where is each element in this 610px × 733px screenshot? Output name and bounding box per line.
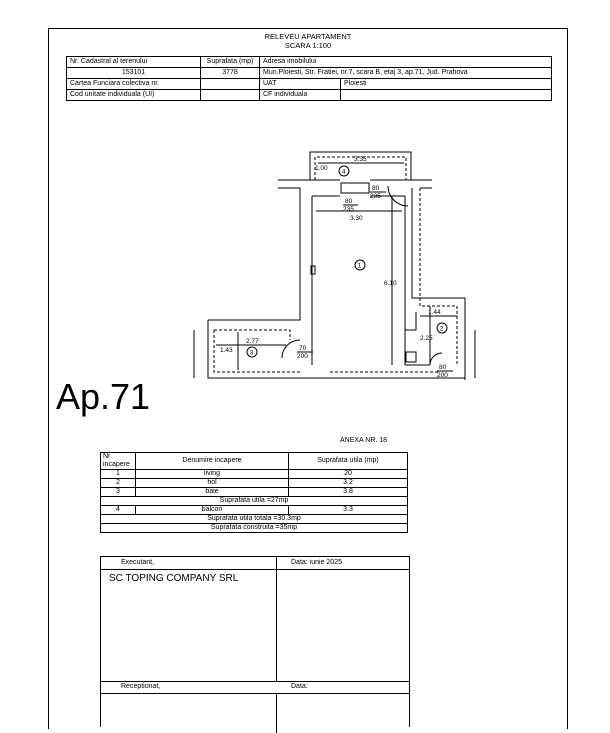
bathroom-dashed <box>214 330 440 372</box>
row-3-nr: 3 <box>101 488 136 497</box>
signature-divider-vertical <box>276 557 277 681</box>
built-area: Suprafata construita =35mp <box>101 524 408 533</box>
executant-label: Executant, <box>121 559 155 566</box>
room-number-2: 2 <box>439 325 444 333</box>
total-useful-area: Suprafata utila totala =30.3mp <box>101 515 408 524</box>
hall-detail <box>406 352 416 362</box>
row-3-name: baie <box>136 488 289 497</box>
door-4-width: 80 <box>439 364 447 371</box>
door-1-width: 80 <box>372 185 380 192</box>
address-label: Adresa imobilului <box>260 57 552 68</box>
door-3-height: 200 <box>297 353 308 360</box>
uat-value: Ploiesti <box>341 79 552 90</box>
balcony-door-frame <box>341 183 369 193</box>
address-value: Mun.Ploiesti, Str. Fratiei, nr.7, scara B, etaj 3, ap.71, Jud. Prahova <box>260 68 552 79</box>
header-area: Suprafata utila (mp) <box>289 453 408 470</box>
cadastral-value: 153101 <box>67 68 201 79</box>
row-1-nr: 1 <box>101 470 136 479</box>
signature-block <box>100 556 410 727</box>
dim-label-hall-height: 2.25 <box>420 335 433 342</box>
header-name: Denumire incapere <box>136 453 289 470</box>
date-label: Data: iunie 2025 <box>291 559 342 566</box>
uat-label: UAT <box>260 79 341 90</box>
area-label: Suprafata (mp) <box>201 57 260 68</box>
door-1-height: 235 <box>370 193 381 200</box>
area-value: 3778 <box>201 68 260 79</box>
dim-label-top-width: 3.35 <box>354 156 367 163</box>
useful-area: Suprafata utila =27mp <box>101 497 408 506</box>
room-number-3: 3 <box>249 349 254 357</box>
receptionat-label: Receptionat, <box>121 683 161 690</box>
row-1-name: living <box>136 470 289 479</box>
dim-label-bath-width: 2.77 <box>246 338 259 345</box>
door-4-height: 200 <box>437 372 448 379</box>
cf-ind-label: CF individuala <box>260 90 341 101</box>
room-number-1: 1 <box>357 262 362 270</box>
cf-label: Cartea Funciara colectiva nr. <box>67 79 201 90</box>
table-row <box>101 470 408 479</box>
signature-divider-lower-vertical <box>276 693 277 733</box>
ui-label: Cod unitate individuala (UI) <box>67 90 201 101</box>
balcony-nr: 4 <box>101 506 136 515</box>
dim-label-living-width: 3.30 <box>350 215 363 222</box>
signature-divider-bottom <box>101 693 409 694</box>
dim-label-top-small: 1.00 <box>315 165 328 172</box>
row-1-area: 20 <box>289 470 408 479</box>
door-2-height: 235 <box>343 206 354 213</box>
balcony-area: 3.3 <box>289 506 408 515</box>
apartment-label: Ap.71 <box>56 376 151 417</box>
room-number-4: 4 <box>341 168 346 176</box>
company-name: SC TOPING COMPANY SRL <box>109 573 239 584</box>
door-2-width: 80 <box>345 198 353 205</box>
row-2-area: 3.2 <box>289 479 408 488</box>
cadastral-label: Nr. Cadastral al terenului <box>67 57 201 68</box>
dim-label-living-height: 6.10 <box>384 280 397 287</box>
title-line-1: RELEVEU APARTAMENT <box>264 32 352 41</box>
header-nr: Nr. incapere <box>101 453 136 470</box>
signature-divider-middle <box>101 681 409 682</box>
table-row <box>101 479 408 488</box>
balcony-name: balcon <box>136 506 289 515</box>
row-2-nr: 2 <box>101 479 136 488</box>
living-left-wall-outer <box>208 188 300 320</box>
annex-label: ANEXA NR. 18 <box>340 437 388 444</box>
title-line-2: SCARA 1:100 <box>284 41 332 50</box>
table-row <box>101 506 408 515</box>
date-2-label: Data: <box>291 683 308 690</box>
dim-label-bath-height: 1.43 <box>220 347 233 354</box>
bottom-outer-wall <box>208 320 465 378</box>
signature-divider-top <box>101 569 409 570</box>
table-row <box>101 488 408 497</box>
dim-label-hall-width: 1.44 <box>428 309 441 316</box>
rooms-table <box>100 452 408 533</box>
row-3-area: 3.8 <box>289 488 408 497</box>
side-wall-stubs <box>194 330 475 378</box>
door-3-width: 70 <box>299 345 307 352</box>
row-2-name: hol <box>136 479 289 488</box>
